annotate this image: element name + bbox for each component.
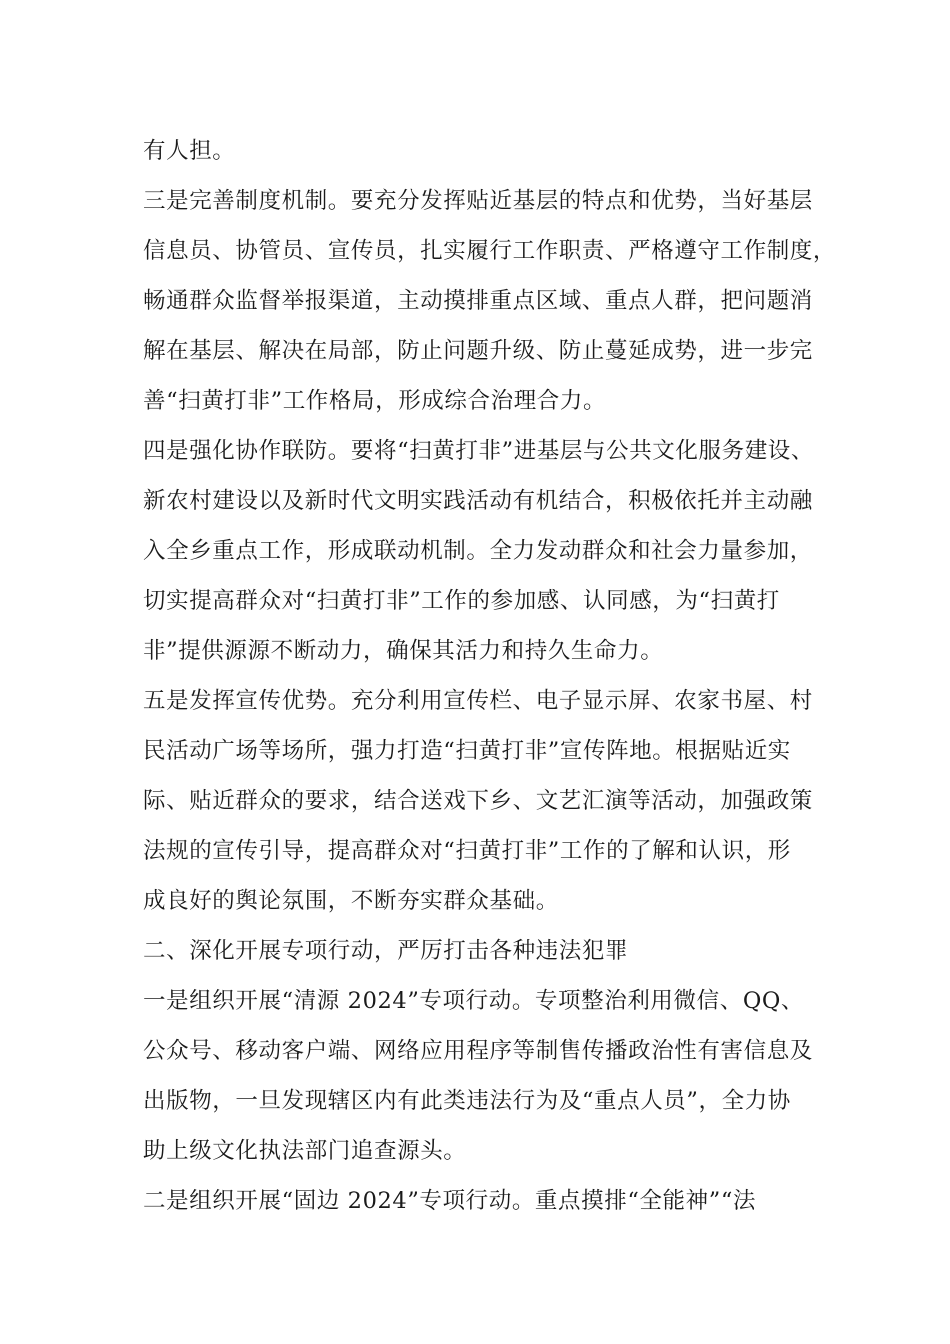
- text-line: 助上级文化执法部门追查源头。: [143, 1138, 467, 1164]
- text-line: 四是强化协作联防。要将“扫黄打非”进基层与公共文化服务建设、: [143, 438, 815, 464]
- text-line: 法规的宣传引导，提高群众对“扫黄打非”工作的了解和认识，形: [143, 838, 791, 864]
- text-line: 民活动广场等场所，强力打造“扫黄打非”宣传阵地。根据贴近实: [143, 738, 791, 764]
- text-line: 善“扫黄打非”工作格局，形成综合治理合力。: [143, 388, 607, 414]
- text-line: 有人担。: [143, 138, 236, 164]
- text-line: 公众号、移动客户端、网络应用程序等制售传播政治性有害信息及: [143, 1038, 813, 1064]
- text-line: 切实提高群众对“扫黄打非”工作的参加感、认同感，为“扫黄打: [143, 588, 780, 614]
- text-line: 成良好的舆论氛围，不断夯实群众基础。: [143, 888, 559, 914]
- section-heading: 二、深化开展专项行动，严厉打击各种违法犯罪: [143, 938, 629, 964]
- text-line: 三是完善制度机制。要充分发挥贴近基层的特点和优势，当好基层: [143, 188, 813, 214]
- text-line: 非”提供源源不断动力，确保其活力和持久生命力。: [143, 638, 664, 664]
- text-line: 五是发挥宣传优势。充分利用宣传栏、电子显示屏、农家书屋、村: [143, 688, 813, 714]
- text-line: 入全乡重点工作，形成联动机制。全力发动群众和社会力量参加，: [143, 538, 813, 564]
- text-line: 出版物，一旦发现辖区内有此类违法行为及“重点人员”，全力协: [143, 1088, 791, 1114]
- text-line: 二是组织开展“固边 2024”专项行动。重点摸排“全能神”“法: [143, 1188, 757, 1214]
- text-line: 畅通群众监督举报渠道，主动摸排重点区域、重点人群，把问题消: [143, 288, 813, 314]
- text-line: 信息员、协管员、宣传员，扎实履行工作职责、严格遵守工作制度，: [143, 238, 837, 264]
- text-line: 际、贴近群众的要求，结合送戏下乡、文艺汇演等活动，加强政策: [143, 788, 813, 814]
- text-line: 解在基层、解决在局部，防止问题升级、防止蔓延成势，进一步完: [143, 338, 813, 364]
- text-line: 新农村建设以及新时代文明实践活动有机结合，积极依托并主动融: [143, 488, 813, 514]
- text-line: 一是组织开展“清源 2024”专项行动。专项整治利用微信、QQ、: [143, 988, 805, 1014]
